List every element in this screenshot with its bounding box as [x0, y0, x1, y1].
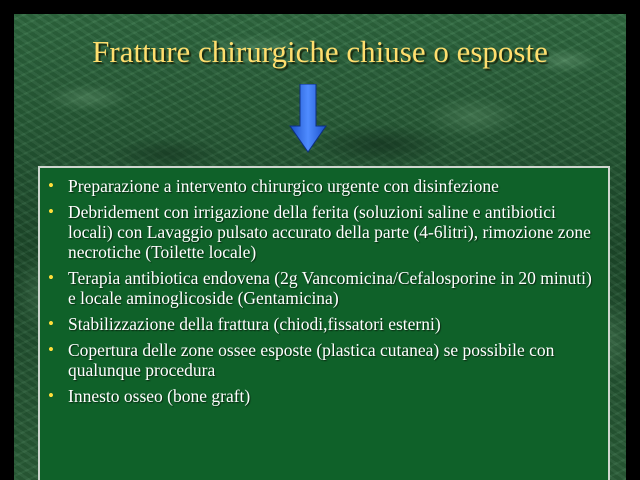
bullet-text: Stabilizzazione della frattura (chiodi,fissatori esterni)	[68, 314, 441, 334]
bullet-icon: •	[48, 268, 54, 287]
bullet-icon: •	[48, 176, 54, 195]
bullet-text: Copertura delle zone ossee esposte (plastica cutanea) se possibile con qualunque procedura	[68, 340, 555, 380]
bullet-item	[48, 386, 598, 406]
content-box	[38, 166, 610, 480]
bullet-list	[40, 168, 608, 406]
bullet-icon: •	[48, 314, 54, 333]
bullet-icon: •	[48, 202, 54, 221]
bullet-item	[48, 340, 598, 380]
bullet-item	[48, 314, 598, 334]
bullet-text: Terapia antibiotica endovena (2g Vancomicina/Cefalosporine in 20 minuti) e locale aminoglicoside (Gentamicina)	[68, 268, 592, 308]
bullet-icon: •	[48, 340, 54, 359]
bullet-icon: •	[48, 386, 54, 405]
bullet-item	[48, 268, 598, 308]
bullet-item	[48, 176, 598, 196]
bullet-text: Debridement con irrigazione della ferita (soluzioni saline e antibiotici locali) con Lavaggio pulsato accurato della parte (4-6litri), rimozione zone necrotiche (Toilette locale)	[68, 202, 591, 262]
bullet-text: Preparazione a intervento chirurgico urgente con disinfezione	[68, 176, 499, 196]
bullet-text: Innesto osseo (bone graft)	[68, 386, 251, 406]
down-arrow-icon	[288, 84, 328, 154]
bullet-item	[48, 202, 598, 262]
slide-title: Fratture chirurgiche chiuse o esposte	[92, 34, 548, 69]
